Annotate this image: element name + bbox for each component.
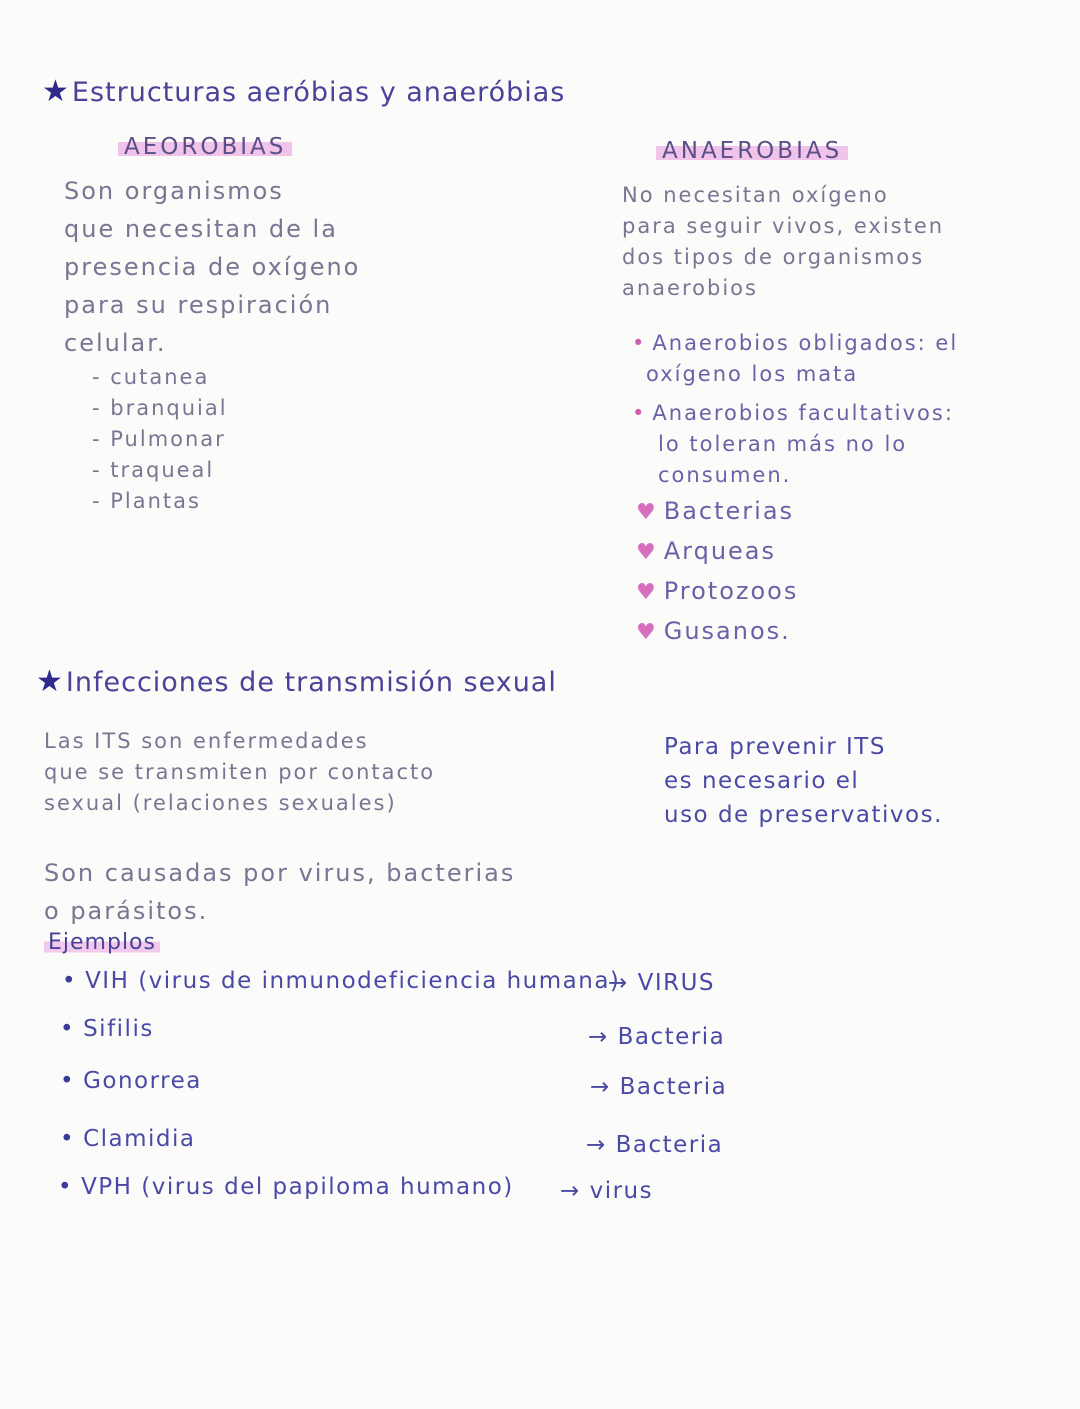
- aerobias-definition: Son organismos que necesitan de la presencia de oxígeno para su respiración celular.: [64, 177, 361, 357]
- bullet-icon: •: [60, 1126, 76, 1152]
- its-prevention: Para prevenir ITS es necesario el uso de preservativos.: [664, 734, 943, 828]
- list-item: • Clamidia: [60, 1126, 196, 1152]
- list-item: ♥ Protozoos: [636, 577, 799, 605]
- section1-title: ★Estructuras aeróbias y anaeróbias: [42, 74, 566, 109]
- list-item: ♥ Arqueas: [636, 537, 777, 565]
- its-causes: Son causadas por virus, bacterias o parásitos.: [44, 859, 516, 925]
- star-icon: ★: [36, 664, 64, 699]
- anaerobias-heading: ANAEROBIAS: [656, 138, 848, 164]
- heart-icon: ♥: [636, 500, 658, 525]
- section2-title: ★Infecciones de transmisión sexual: [36, 664, 557, 699]
- anaerobios-facultativos: • Anaerobios facultativos: lo toleran más no lo consumen.: [632, 401, 954, 487]
- bullet-icon: •: [632, 331, 647, 355]
- examples-label: Ejemplos: [44, 930, 160, 955]
- its-intro: Las ITS son enfermedades que se transmiten por contacto sexual (relaciones sexuales): [44, 729, 436, 815]
- bullet-icon: •: [632, 401, 647, 425]
- bullet-icon: •: [60, 1016, 76, 1042]
- list-item: • VPH (virus del papiloma humano): [58, 1174, 514, 1200]
- heart-icon: ♥: [636, 540, 658, 565]
- list-item-type: → VIRUS: [608, 970, 716, 996]
- anaerobios-obligados: • Anaerobios obligados: el oxígeno los mata: [632, 331, 959, 386]
- bullet-icon: •: [60, 1068, 76, 1094]
- list-item-type: → virus: [560, 1178, 654, 1204]
- aerobias-heading: AEOROBIAS: [118, 134, 292, 160]
- bullet-icon: •: [58, 1174, 74, 1200]
- respiration-types-list: - cutanea - branquial - Pulmonar - traqueal - Plantas: [92, 365, 228, 513]
- list-item-type: → Bacteria: [588, 1024, 726, 1050]
- heart-icon: ♥: [636, 620, 658, 645]
- list-item: ♥ Gusanos.: [636, 617, 791, 645]
- list-item: • VIH (virus de inmunodeficiencia humana): [62, 968, 621, 994]
- list-item: • Sifilis: [60, 1016, 154, 1042]
- list-item: • Gonorrea: [60, 1068, 202, 1094]
- heart-icon: ♥: [636, 580, 658, 605]
- bullet-icon: •: [62, 968, 78, 994]
- list-item-type: → Bacteria: [586, 1132, 724, 1158]
- anaerobias-definition: No necesitan oxígeno para seguir vivos, existen dos tipos de organismos anaerobios: [622, 183, 945, 300]
- list-item-type: → Bacteria: [590, 1074, 728, 1100]
- star-icon: ★: [42, 74, 70, 109]
- list-item: ♥ Bacterias: [636, 497, 795, 525]
- anaerobios-examples-list: [636, 492, 798, 652]
